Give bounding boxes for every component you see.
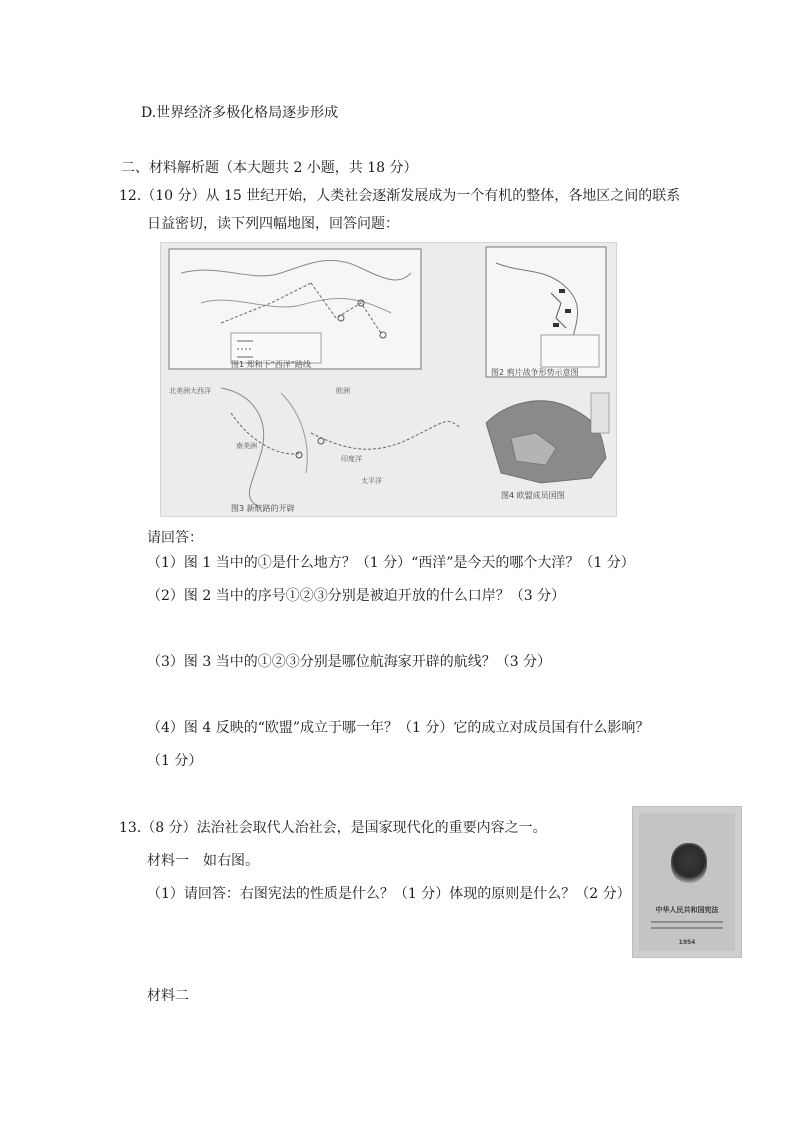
q13-material1: 材料一 如右图。 — [147, 853, 259, 869]
fig3-label-south-america: 南美洲 — [236, 442, 257, 450]
book-year: 1954 — [678, 939, 696, 946]
constitution-book-image — [632, 806, 742, 958]
fig3-caption: 图3 新航路的开辟 — [231, 504, 295, 513]
fig3-label-indian: 印度洋 — [341, 455, 362, 463]
fig1-caption: 图1 郑和下“西洋”路线 — [231, 360, 311, 369]
q12-stem-line2: 日益密切，读下列四幅地图，回答问题： — [147, 216, 399, 232]
section-title: 二、材料解析题（本大题共 2 小题，共 18 分） — [121, 160, 418, 176]
q12-stem-line1: 12.（10 分）从 15 世纪开始，人类社会逐渐发展成为一个有机的整体，各地区之间的联系 — [119, 188, 681, 204]
book-cover — [639, 813, 735, 951]
q13-stem: 13.（8 分）法治社会取代人治社会，是国家现代化的重要内容之一。 — [119, 820, 547, 836]
q13-part1: （1）请回答：右图宪法的性质是什么？（1 分）体现的原则是什么？（2 分） — [147, 886, 631, 902]
fig3-label-left-ocean: 北美洲大西洋 — [169, 387, 211, 395]
maps-figure — [160, 242, 617, 517]
book-title: 中华人民共和国宪法 — [655, 906, 719, 914]
fig3-label-europe: 欧洲 — [336, 387, 350, 395]
national-emblem-icon — [671, 843, 707, 883]
q12-part4-line1: （4）图 4 反映的“欧盟”成立于哪一年？（1 分）它的成立对成员国有什么影响？ — [147, 720, 650, 736]
please-answer: 请回答： — [147, 530, 203, 546]
q12-part2: （2）图 2 当中的序号①②③分别是被迫开放的什么口岸？（3 分） — [147, 588, 566, 604]
option-d: D.世界经济多极化格局逐步形成 — [141, 105, 339, 121]
fig3-label-pacific: 太平洋 — [361, 477, 382, 485]
book-publisher-lines — [651, 921, 723, 933]
q13-material2: 材料二 — [147, 988, 189, 1004]
maps-illustration — [161, 243, 616, 516]
fig4-caption: 图4 欧盟成员国图 — [501, 491, 565, 500]
q12-part4-line2: （1 分） — [147, 753, 203, 769]
q12-part3: （3）图 3 当中的①②③分别是哪位航海家开辟的航线？（3 分） — [147, 654, 552, 670]
q12-part1: （1）图 1 当中的①是什么地方？（1 分）“西洋”是今天的哪个大洋？（1 分） — [147, 555, 635, 571]
fig2-caption: 图2 鸦片战争形势示意图 — [491, 368, 579, 377]
